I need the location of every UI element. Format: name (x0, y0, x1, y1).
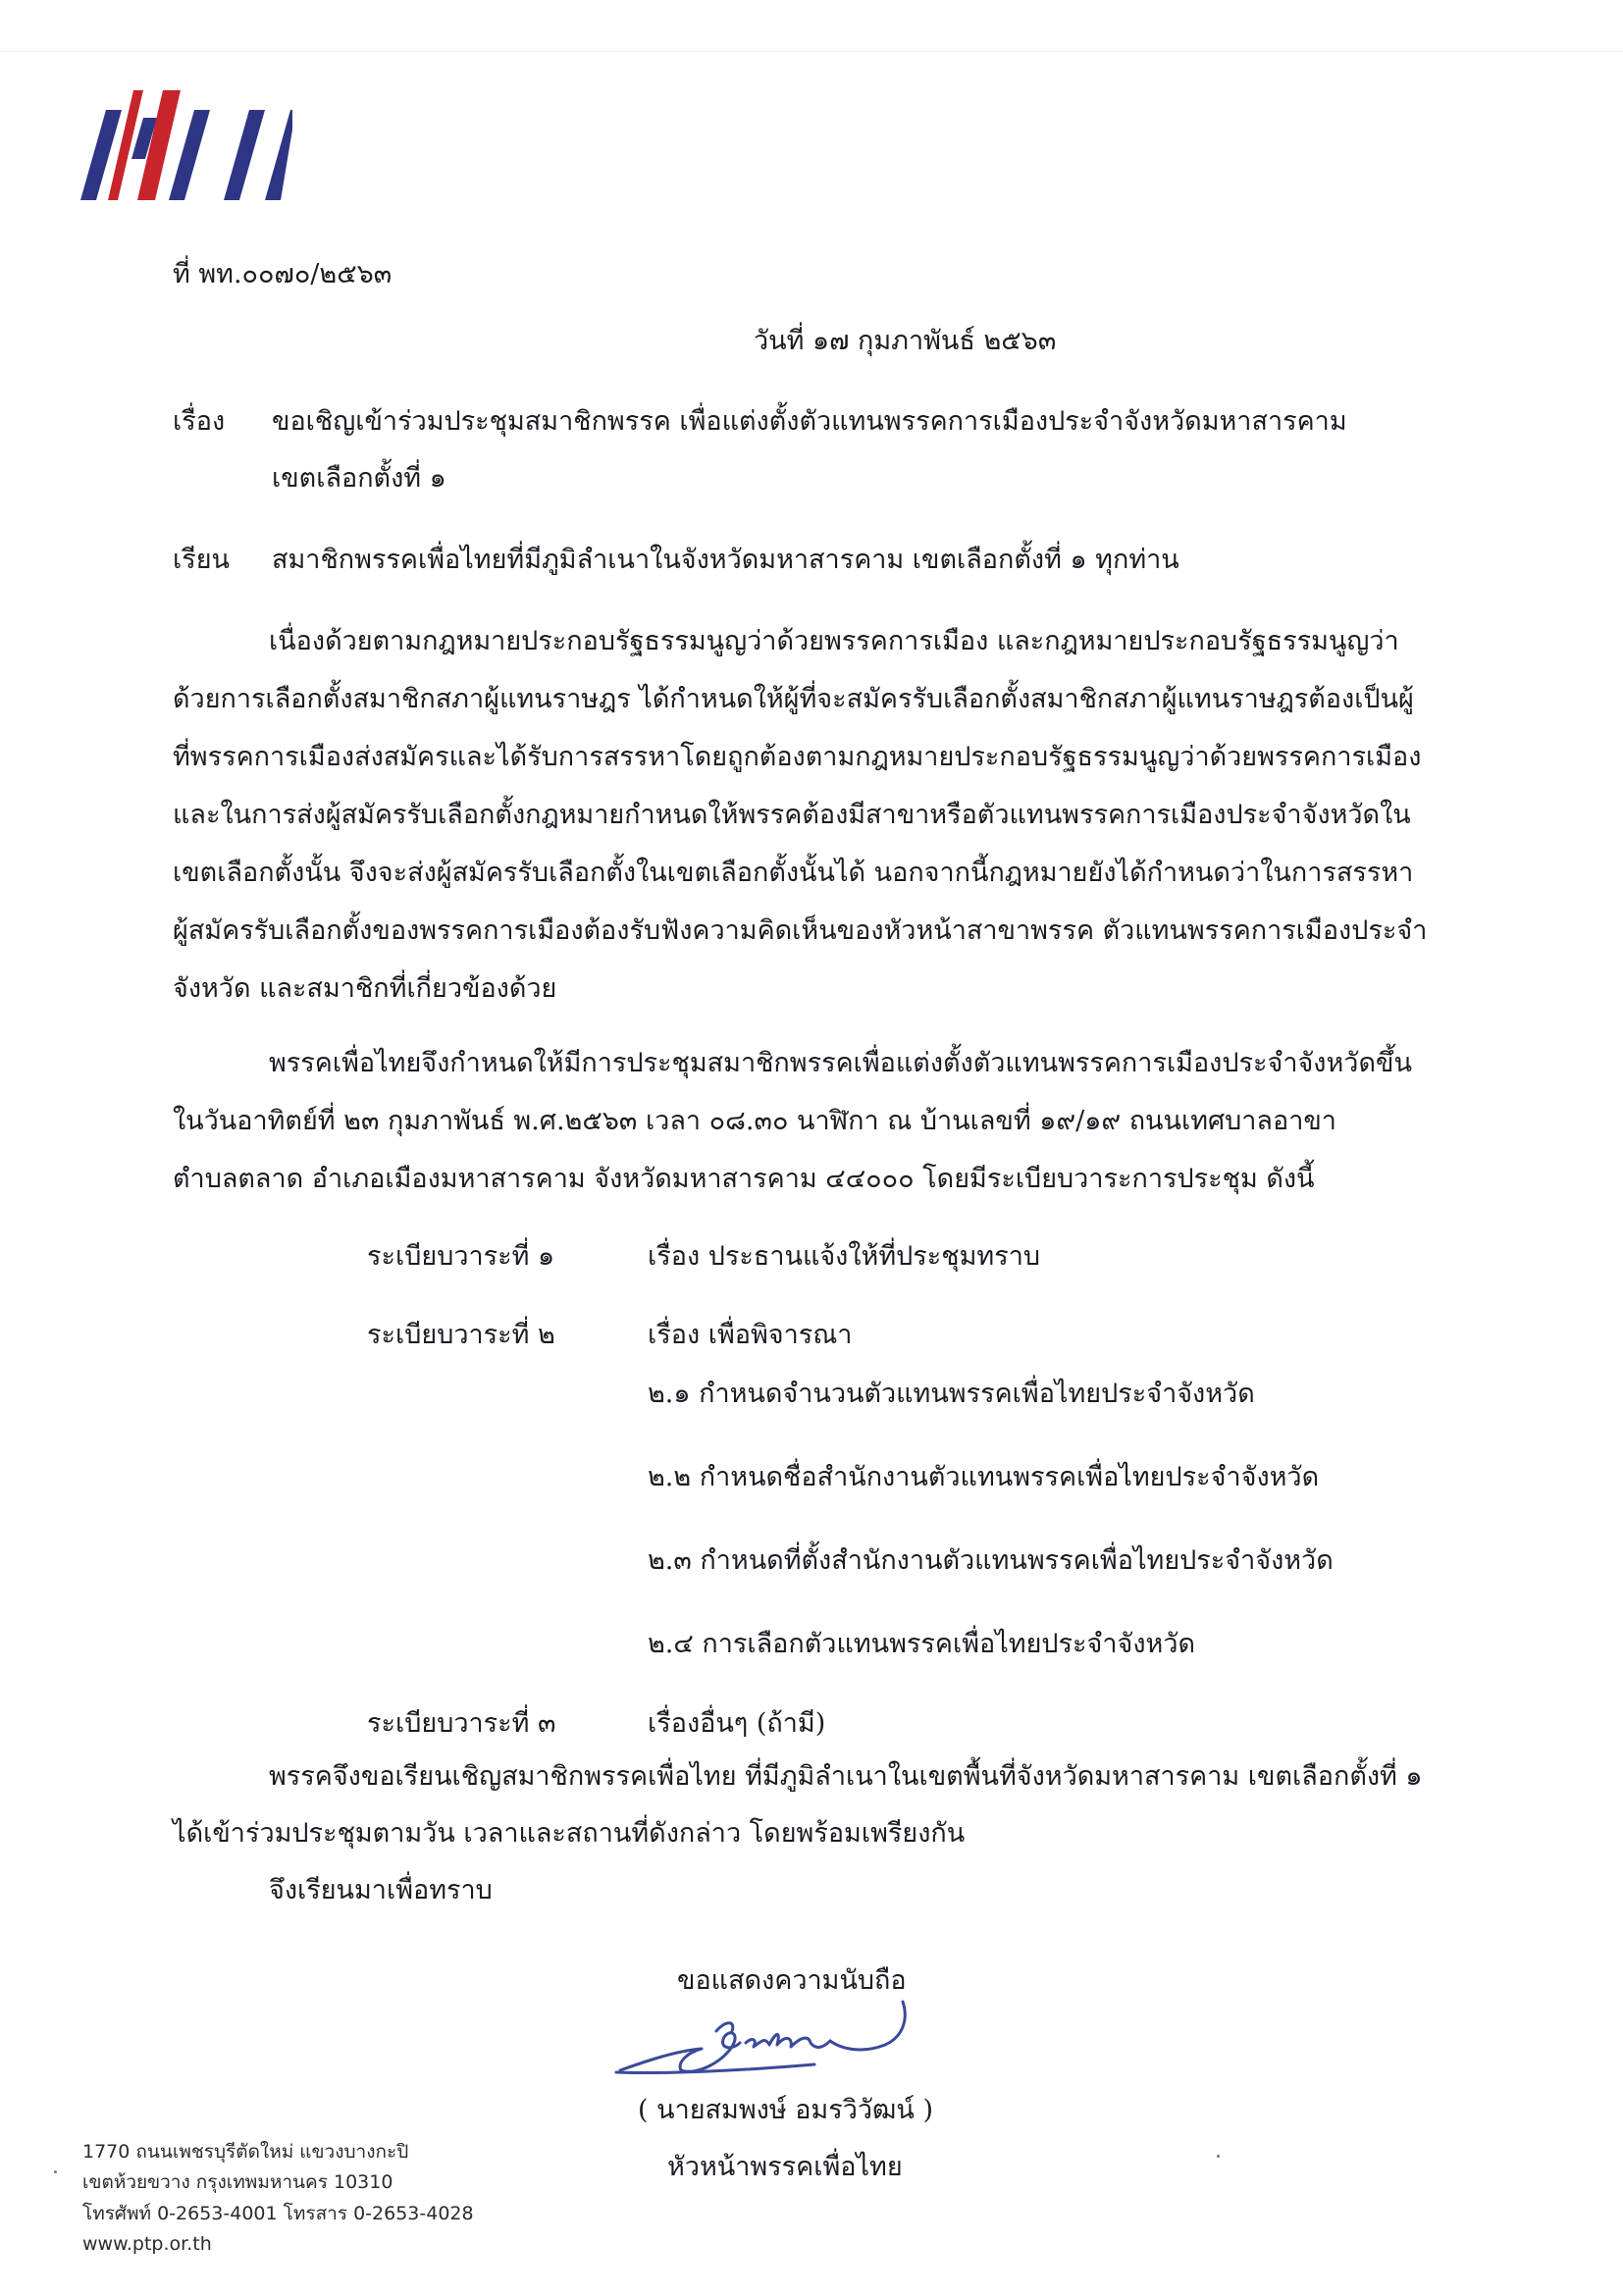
body1-line: เนื่องด้วยตามกฎหมายประกอบรัฐธรรมนูญว่าด้วยพรรคการเมือง และกฎหมายประกอบรัฐธรรมนูญว่า (269, 626, 1399, 656)
handwritten-signature (608, 1992, 932, 2100)
agenda-3-label: ระเบียบวาระที่ ๓ (367, 1708, 556, 1739)
subject-line-1: ขอเชิญเข้าร่วมประชุมสมาชิกพรรค เพื่อแต่งตั้งตัวแทนพรรคการเมืองประจำจังหวัดมหาสารคาม (272, 406, 1347, 437)
scan-speck (54, 2170, 57, 2173)
body1-line: จังหวัด และสมาชิกที่เกี่ยวข้องด้วย (173, 973, 557, 1004)
addressee-text: สมาชิกพรรคเพื่อไทยที่มีภูมิลำเนาในจังหวัดมหาสารคาม เขตเลือกตั้งที่ ๑ ทุกท่าน (272, 545, 1179, 575)
body-paragraph-2 (173, 1034, 1412, 1208)
agenda-2-sub-item: ๒.๑ กำหนดจำนวนตัวแทนพรรคเพื่อไทยประจำจังหวัด (648, 1379, 1255, 1409)
agenda-2-text: เรื่อง เพื่อพิจารณา (648, 1320, 853, 1350)
footer-address-line-1: 1770 ถนนเพชรบุรีตัดใหม่ แขวงบางกะปิ (82, 2141, 409, 2163)
footer-phone-fax: โทรศัพท์ 0-2653-4001 โทรสาร 0-2653-4028 (82, 2203, 474, 2224)
body2-line: ตำบลตลาด อำเภอเมืองมหาสารคาม จังหวัดมหาสารคาม ๔๔๐๐๐ โดยมีระเบียบวาระการประชุม ดังนี้ (173, 1164, 1315, 1194)
body1-line: และในการส่งผู้สมัครรับเลือกตั้งกฎหมายกำหนดให้พรรคต้องมีสาขาหรือตัวแทนพรรคการเมืองประจำจังหวัดใน (173, 800, 1411, 830)
letter-date: วันที่ ๑๗ กุมภาพันธ์ ๒๕๖๓ (754, 326, 1057, 356)
party-logo (79, 90, 292, 200)
addressee-label: เรียน (173, 545, 231, 575)
closing-line: ได้เข้าร่วมประชุมตามวัน เวลาและสถานที่ดังกล่าว โดยพร้อมเพรียงกัน (173, 1818, 966, 1849)
body1-line: ด้วยการเลือกตั้งสมาชิกสภาผู้แทนราษฎร ได้กำหนดให้ผู้ที่จะสมัครรับเลือกตั้งสมาชิกสภาผู้แทนราษฎรต้องเป็นผู้ (173, 684, 1414, 714)
top-scan-line (0, 51, 1623, 52)
agenda-3-text: เรื่องอื่นๆ (ถ้ามี) (648, 1708, 826, 1739)
agenda-2-sub-item: ๒.๒ กำหนดชื่อสำนักงานตัวแทนพรรคเพื่อไทยประจำจังหวัด (648, 1462, 1320, 1492)
agenda-2-sub-item: ๒.๓ กำหนดที่ตั้งสำนักงานตัวแทนพรรคเพื่อไทยประจำจังหวัด (648, 1545, 1334, 1576)
body-paragraph-1 (173, 612, 1427, 1018)
closing-line: จึงเรียนมาเพื่อทราบ (269, 1875, 493, 1905)
subject-line-2: เขตเลือกตั้งที่ ๑ (272, 463, 446, 494)
scan-speck (1217, 2155, 1220, 2158)
body1-line: เขตเลือกตั้งนั้น จึงจะส่งผู้สมัครรับเลือกตั้งในเขตเลือกตั้งนั้นได้ นอกจากนี้กฎหมายยังได้กำหนดว่าในการสรรหา (173, 858, 1414, 888)
salutation: ขอแสดงความนับถือ (677, 1965, 907, 1996)
subject-label: เรื่อง (173, 406, 226, 437)
body2-line: พรรคเพื่อไทยจึงกำหนดให้มีการประชุมสมาชิกพรรคเพื่อแต่งตั้งตัวแทนพรรคการเมืองประจำจังหวัดขึ้น (269, 1048, 1412, 1078)
closing-line: พรรคจึงขอเรียนเชิญสมาชิกพรรคเพื่อไทย ที่มีภูมิลำเนาในเขตพื้นที่จังหวัดมหาสารคาม เขตเลือกตั้งที่ ๑ (269, 1761, 1423, 1792)
agenda-2-sub-item: ๒.๔ การเลือกตัวแทนพรรคเพื่อไทยประจำจังหวัด (648, 1629, 1196, 1659)
body1-line: ผู้สมัครรับเลือกตั้งของพรรคการเมืองต้องรับฟังความคิดเห็นของหัวหน้าสาขาพรรค ตัวแทนพรรคการเมืองประจำ (173, 915, 1428, 946)
reference-number: ที่ พท.๐๐๗๐/๒๕๖๓ (173, 259, 393, 289)
footer-address-line-2: เขตห้วยขวาง กรุงเทพมหานคร 10310 (82, 2171, 393, 2193)
body2-line: ในวันอาทิตย์ที่ ๒๓ กุมภาพันธ์ พ.ศ.๒๕๖๓ เวลา ๐๘.๓๐ นาฬิกา ณ บ้านเลขที่ ๑๙/๑๙ ถนนเทศบาลอาขา (173, 1106, 1336, 1136)
agenda-2-label: ระเบียบวาระที่ ๒ (367, 1320, 555, 1350)
footer-website-link[interactable]: www.ptp.or.th (82, 2233, 212, 2255)
body1-line: ที่พรรคการเมืองส่งสมัครและได้รับการสรรหาโดยถูกต้องตามกฎหมายประกอบรัฐธรรมนูญว่าด้วยพรรคการเมือง (173, 742, 1422, 772)
signatory-name: ( นายสมพงษ์ อมรวิวัฒน์ ) (638, 2095, 933, 2125)
agenda-1-label: ระเบียบวาระที่ ๑ (367, 1241, 555, 1272)
agenda-1-text: เรื่อง ประธานแจ้งให้ที่ประชุมทราบ (648, 1241, 1041, 1272)
signatory-title: หัวหน้าพรรคเพื่อไทย (667, 2152, 903, 2182)
